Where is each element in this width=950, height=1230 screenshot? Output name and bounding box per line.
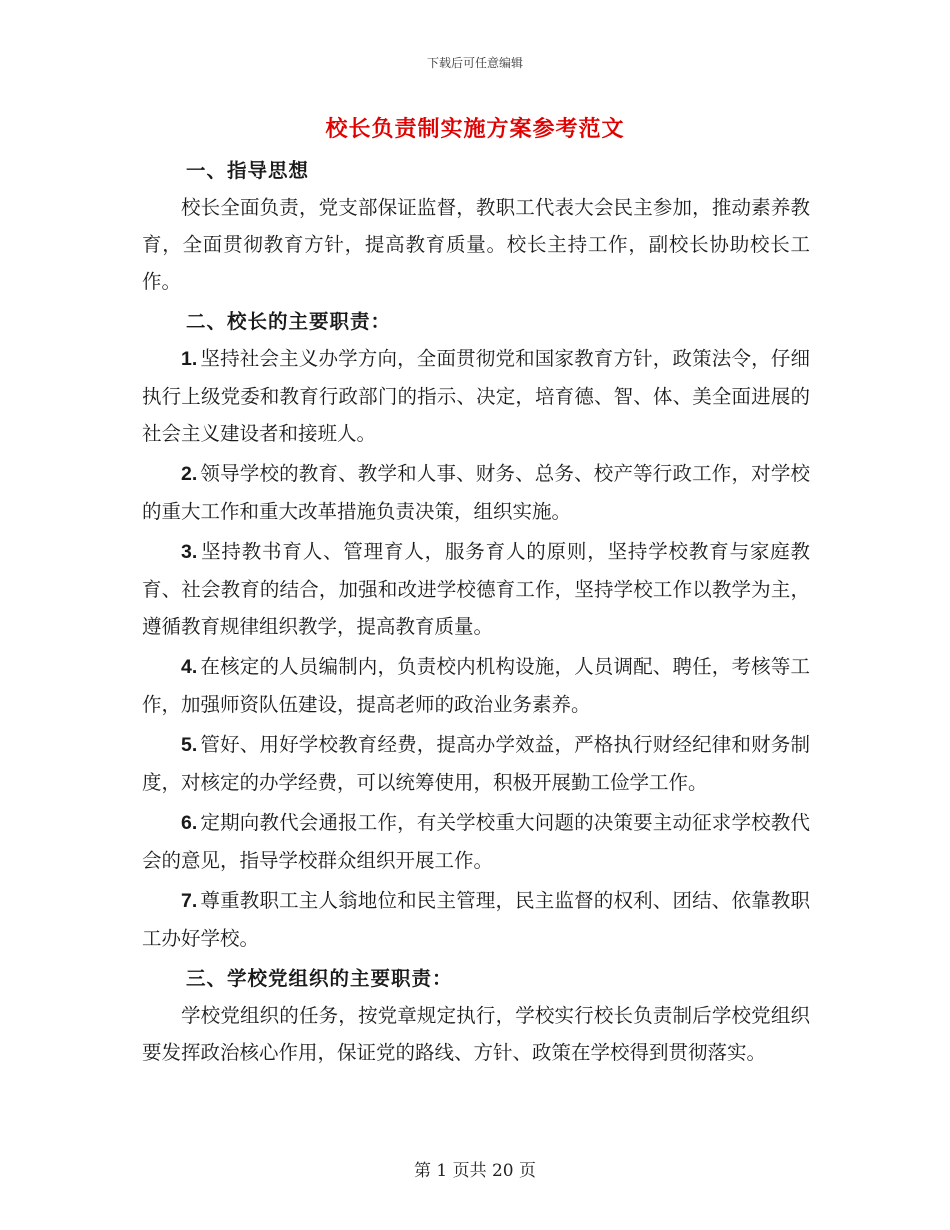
duty-item-number: 4. [181, 656, 198, 678]
section-1-paragraph: 校长全面负责，党支部保证监督，教职工代表大会民主参加，推动素养教育，全面贯彻教育方针，提高教育质量。校长主持工作，副校长协助校长工作。 [142, 196, 810, 293]
section-heading-3: 三、学校党组织的主要职责： [186, 967, 453, 990]
duty-item-text: 领导学校的教育、教学和人事、财务、总务、校产等行政工作，对学校的重大工作和重大改革措施负责决策，组织实施。 [142, 462, 810, 523]
duty-item-number: 1. [181, 348, 198, 370]
duty-item-2 [142, 455, 810, 530]
page-number-footer: 第 1 页共 20 页 [413, 1161, 537, 1181]
duty-item-number: 3. [181, 541, 198, 563]
duty-item-text: 尊重教职工主人翁地位和民主管理，民主监督的权利、团结、依靠教职工办好学校。 [142, 889, 810, 950]
duty-item-text: 在核定的人员编制内，负责校内机构设施，人员调配、聘任，考核等工作，加强师资队伍建设，提高老师的政治业务素养。 [142, 655, 810, 716]
section-heading-2: 二、校长的主要职责： [186, 310, 392, 333]
duty-item-6 [142, 804, 810, 879]
page-header-note: 下载后可任意编辑 [426, 56, 523, 70]
section-heading-1: 一、指导思想 [186, 159, 310, 182]
duty-item-1 [142, 340, 810, 452]
duty-item-7 [142, 882, 810, 957]
duty-item-text: 坚持教书育人、管理育人，服务育人的原则，坚持学校教育与家庭教育、社会教育的结合，加强和改进学校德育工作，坚持学校工作以教学为主，遵循教育规律组织教学，提高教育质量。 [142, 540, 810, 638]
duty-item-5 [142, 726, 810, 801]
duty-item-number: 7. [181, 890, 198, 912]
document-body [142, 152, 810, 1071]
duty-item-number: 5. [181, 734, 198, 756]
duty-item-text: 管好、用好学校教育经费，提高办学效益，严格执行财经纪律和财务制度，对核定的办学经费，可以统筹使用，积极开展勤工俭学工作。 [142, 733, 810, 794]
duty-item-text: 定期向教代会通报工作，有关学校重大问题的决策要主动征求学校教代会的意见，指导学校群众组织开展工作。 [142, 811, 810, 872]
section-3-paragraph: 学校党组织的任务，按党章规定执行，学校实行校长负责制后学校党组织要发挥政治核心作用，保证党的路线、方针、政策在学校得到贯彻落实。 [142, 1004, 810, 1064]
document-title: 校长负责制实施方案参考范文 [325, 116, 625, 142]
duty-item-number: 2. [181, 463, 198, 485]
duty-item-3 [142, 533, 810, 645]
duty-item-4 [142, 648, 810, 723]
duty-item-number: 6. [181, 812, 198, 834]
duty-item-text: 坚持社会主义办学方向，全面贯彻党和国家教育方针，政策法令，仔细执行上级党委和教育行政部门的指示、决定，培育德、智、体、美全面进展的社会主义建设者和接班人。 [142, 347, 810, 445]
